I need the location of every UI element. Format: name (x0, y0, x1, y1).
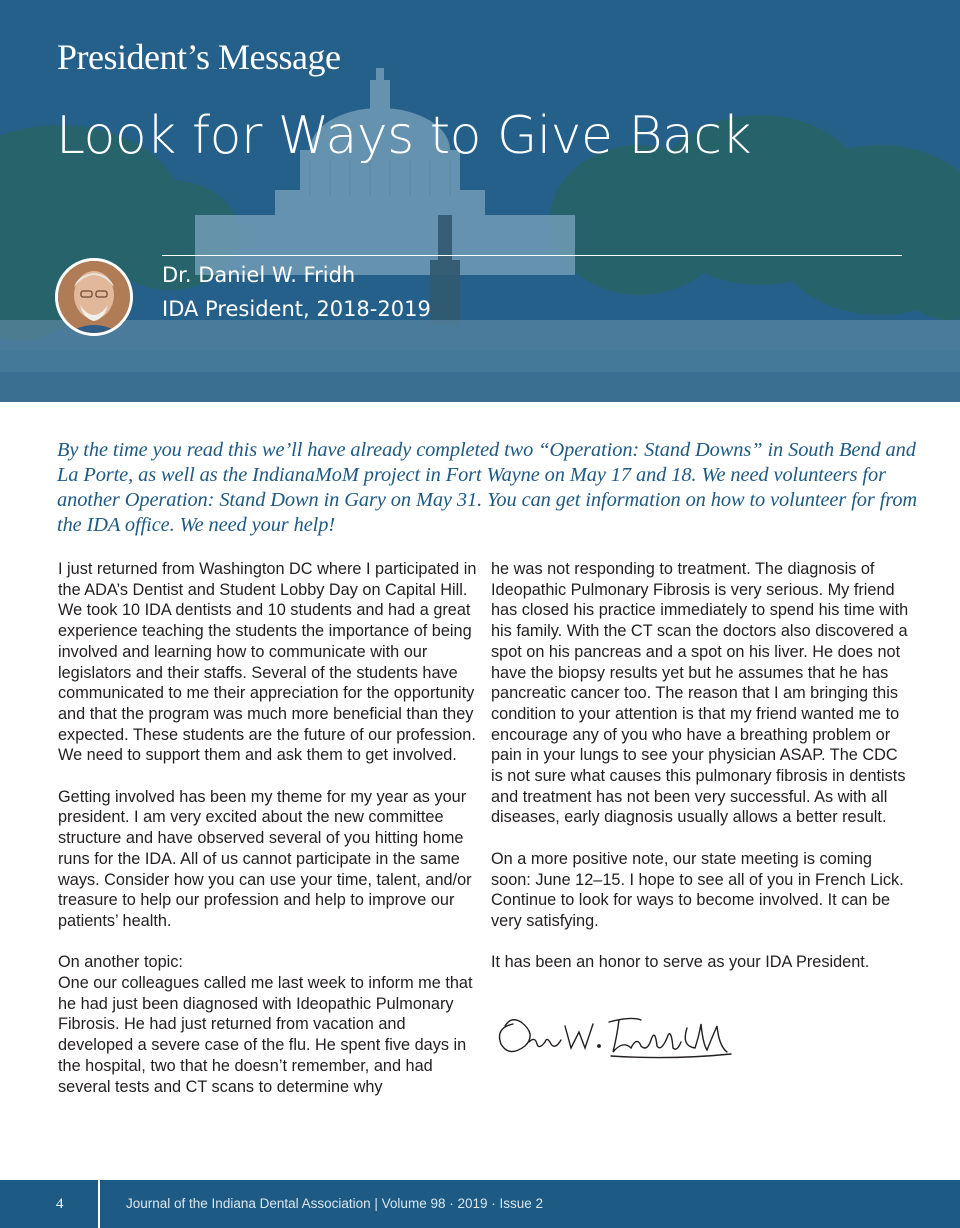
page-number: 4 (56, 1196, 64, 1212)
body-paragraph: On a more positive note, our state meeting is coming soon: June 12–15. I hope to see all of you in French Lick. Continue to look for ways to become involved. It can be very satisfying. (491, 849, 904, 930)
hero-banner (0, 0, 960, 402)
body-paragraph: he was not responding to treatment. The diagnosis of Ideopathic Pulmonary Fibrosis is very serious. My friend has closed his practice immediately to spend his time with his family. With the CT scan the doctors also discovered a spot on his pancreas and a spot on his liver. He does not have the biopsy results yet but he assumes that he has pancreatic cancer too. The reason that I am bringing this condition to your attention is that my friend wanted me to encourage any of you who have a breathing problem or pain in your lungs to see your physician ASAP. The CDC is not sure what causes this pulmonary fibrosis in dentists and treatment has not been very successful. As with all diseases, early diagnosis usually allows a better result. (491, 560, 909, 827)
footer-divider (98, 1180, 100, 1228)
body-paragraph: One our colleagues called me last week to inform me that he had just been diagnosed with Ideopathic Pulmonary Fibrosis. He had just returned from vacation and developed a severe case of the flu. He spent five days in the hospital, two that he doesn’t remember, and had several tests and CT scans to determine why (58, 974, 473, 1096)
body-subheading: On another topic: (58, 953, 183, 972)
article-headline: Look for Ways to Give Back (56, 106, 752, 166)
intro-paragraph: By the time you read this we’ll have already completed two “Operation: Stand Downs” in South Bend and La Porte, as well as the IndianaMoM project in Fort Wayne on May 17 and 18. We need volunteers for another Operation: Stand Down in Gary on May 31. You can get information on how to volunteer for from the IDA office. We need your help! (57, 439, 918, 536)
author-avatar (55, 258, 133, 336)
headline-rule (162, 255, 902, 256)
author-signature (491, 1006, 751, 1076)
section-label: President’s Message (57, 37, 341, 77)
body-paragraph: Getting involved has been my theme for my year as your president. I am very excited about the new committee structure and have observed several of you hitting home runs for the IDA. All of us cannot participate in the same ways. Consider how you can use your time, talent, and/or treasure to help our profession and help to improve our patients’ health. (58, 787, 472, 930)
page-footer (0, 1180, 960, 1228)
author-name: Dr. Daniel W. Fridh (162, 263, 356, 287)
author-portrait (58, 261, 130, 333)
body-paragraph: I just returned from Washington DC where I participated in the ADA’s Dentist and Student Lobby Day on Capital Hill. We took 10 IDA dentists and 10 students and had a great experience teaching the students the importance of being involved and learning how to communicate with our legislators and their staffs. Several of the students have communicated to me their appreciation for the opportunity and that the program was much more beneficial than they expected. These students are the future of our profession. We need to support them and ask them to get involved. (58, 560, 477, 765)
body-paragraph: It has been an honor to serve as your IDA President. (491, 953, 870, 972)
author-title: IDA President, 2018-2019 (162, 297, 431, 321)
body-column-left (58, 559, 478, 1118)
journal-citation: Journal of the Indiana Dental Association | Volume 98 · 2019 · Issue 2 (126, 1196, 544, 1211)
body-column-right (491, 559, 911, 1081)
